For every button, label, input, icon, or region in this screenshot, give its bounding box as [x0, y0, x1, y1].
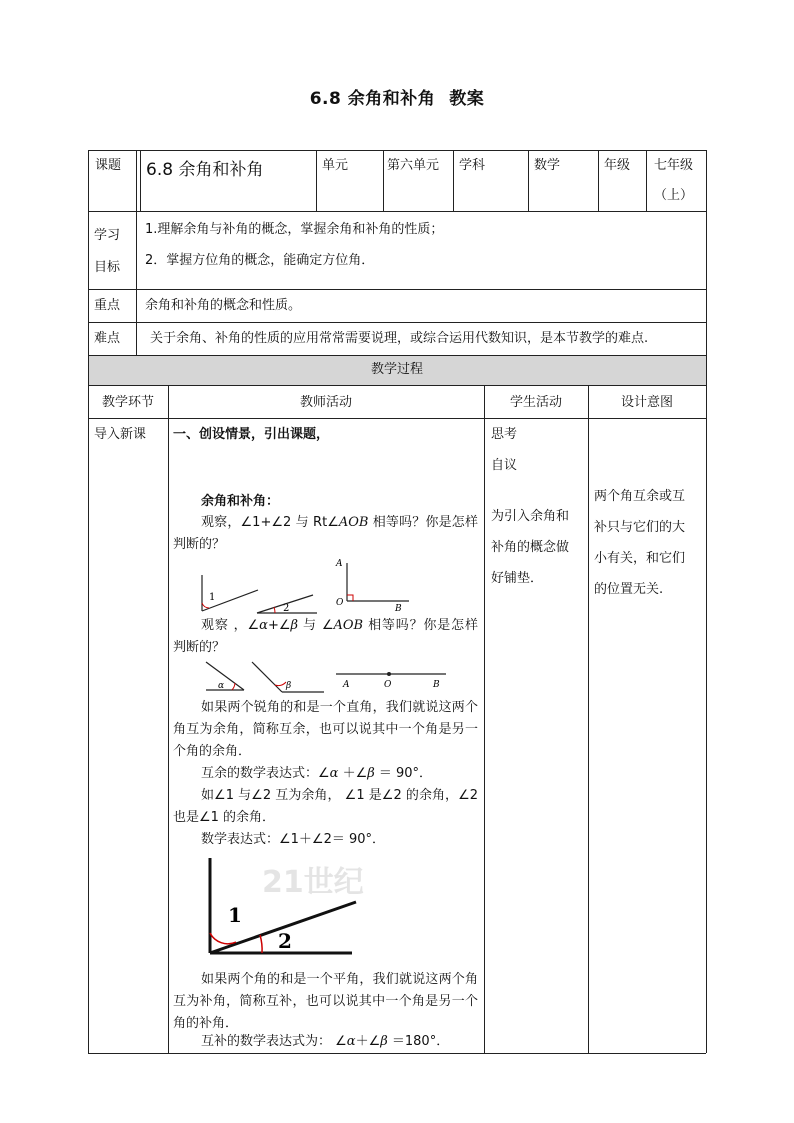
fig3-label-beta: β	[286, 681, 292, 691]
figure-right-angle-AOB	[333, 555, 413, 613]
process-header: 教学过程	[370, 362, 423, 377]
observe-question-1: 观察，∠1+∠2 与 Rt∠AOB 相等吗？你是怎样判断的？	[173, 515, 478, 552]
lesson-value: 6.8 余角和补角	[146, 160, 264, 180]
teacher-heading: 一、创设情景，引出课题，	[173, 427, 330, 442]
fig4-label-A: A	[343, 680, 350, 690]
key-point-text: 余角和补角的概念和性质。	[145, 298, 302, 313]
fig2-label-B: B	[395, 604, 402, 614]
fig3-label-alpha: α	[218, 681, 225, 691]
design-intent: 两个角互余或互 补只与它们的大 小有关，和它们 的位置无关.	[594, 489, 686, 597]
figure-angle-1	[195, 570, 320, 616]
lesson-label: 课题	[95, 158, 122, 173]
complementary-definition: 如果两个锐角的和是一个直角，我们就说这两个角互为余角，简称互余，也可以说其中一个角是另一个角的余角．	[173, 700, 478, 759]
unit-label: 单元	[322, 158, 349, 173]
fig5-label-2: 2	[278, 929, 292, 953]
complementary-expression-2: 数学表达式：∠1＋∠2＝ 90°．	[201, 832, 386, 847]
fig4-label-O: O	[384, 680, 392, 690]
grade-value-line2: （上）	[654, 188, 694, 203]
fig2-label-A: A	[336, 559, 343, 569]
student-note: 为引入余角和 补角的概念做 好铺垫．	[491, 509, 570, 586]
difficulty-text: 关于余角、补角的性质的应用常常需要说理，或综合运用代数知识，是本节教学的难点.	[150, 331, 649, 346]
col-stage: 教学环节	[101, 395, 154, 410]
teacher-subheading: 余角和补角：	[201, 494, 280, 509]
subject-label: 学科	[459, 158, 486, 173]
difficulty-label: 难点	[94, 331, 121, 346]
subject-value: 数学	[534, 158, 561, 173]
figure-alpha-beta	[200, 660, 330, 694]
fig1-label-2: 2	[283, 603, 290, 614]
supplementary-expression: 互补的数学表达式为： ∠α＋∠β ＝180°．	[201, 1034, 450, 1049]
document-title: 6.8 余角和补角 教案	[309, 89, 485, 109]
goal-item-2: 2．掌握方位角的概念，能确定方位角．	[145, 253, 375, 268]
supplementary-definition: 如果两个角的和是一个平角，我们就说这两个角互为补角，简称互补，也可以说其中一个角是另一个角的补角．	[173, 972, 478, 1031]
col-teacher: 教师活动	[299, 395, 352, 410]
col-student: 学生活动	[509, 395, 562, 410]
watermark-logo: 21世纪	[262, 865, 364, 900]
observe-question-2: 观察 ，∠α+∠β 与 ∠AOB 相等吗？你是怎样判断的？	[173, 618, 478, 655]
figure-complementary-angles	[200, 852, 364, 958]
goals-label-line2: 目标	[94, 260, 121, 275]
goal-item-1: 1.理解余角与补角的概念，掌握余角和补角的性质；	[145, 222, 444, 237]
grade-label: 年级	[604, 158, 631, 173]
unit-value: 第六单元	[387, 158, 440, 173]
fig1-label-1: 1	[209, 592, 216, 603]
fig5-label-1: 1	[228, 903, 242, 927]
key-point-label: 重点	[94, 298, 121, 313]
stage-intro: 导入新课	[94, 427, 147, 442]
col-design: 设计意图	[620, 395, 673, 410]
fig4-label-B: B	[433, 680, 440, 690]
fig2-label-O: O	[336, 598, 344, 608]
student-think: 思考	[491, 427, 518, 442]
complementary-example: 如∠1 与∠2 互为余角， ∠1 是∠2 的余角，∠2 也是∠1 的余角．	[173, 788, 478, 825]
goals-label-line1: 学习	[94, 228, 121, 243]
grade-value-line1: 七年级	[654, 158, 694, 173]
figure-straight-angle-AOB	[333, 666, 448, 692]
student-discuss: 自议	[491, 458, 518, 473]
complementary-expression: 互余的数学表达式：∠α ＋∠β ＝ 90°．	[201, 766, 433, 781]
